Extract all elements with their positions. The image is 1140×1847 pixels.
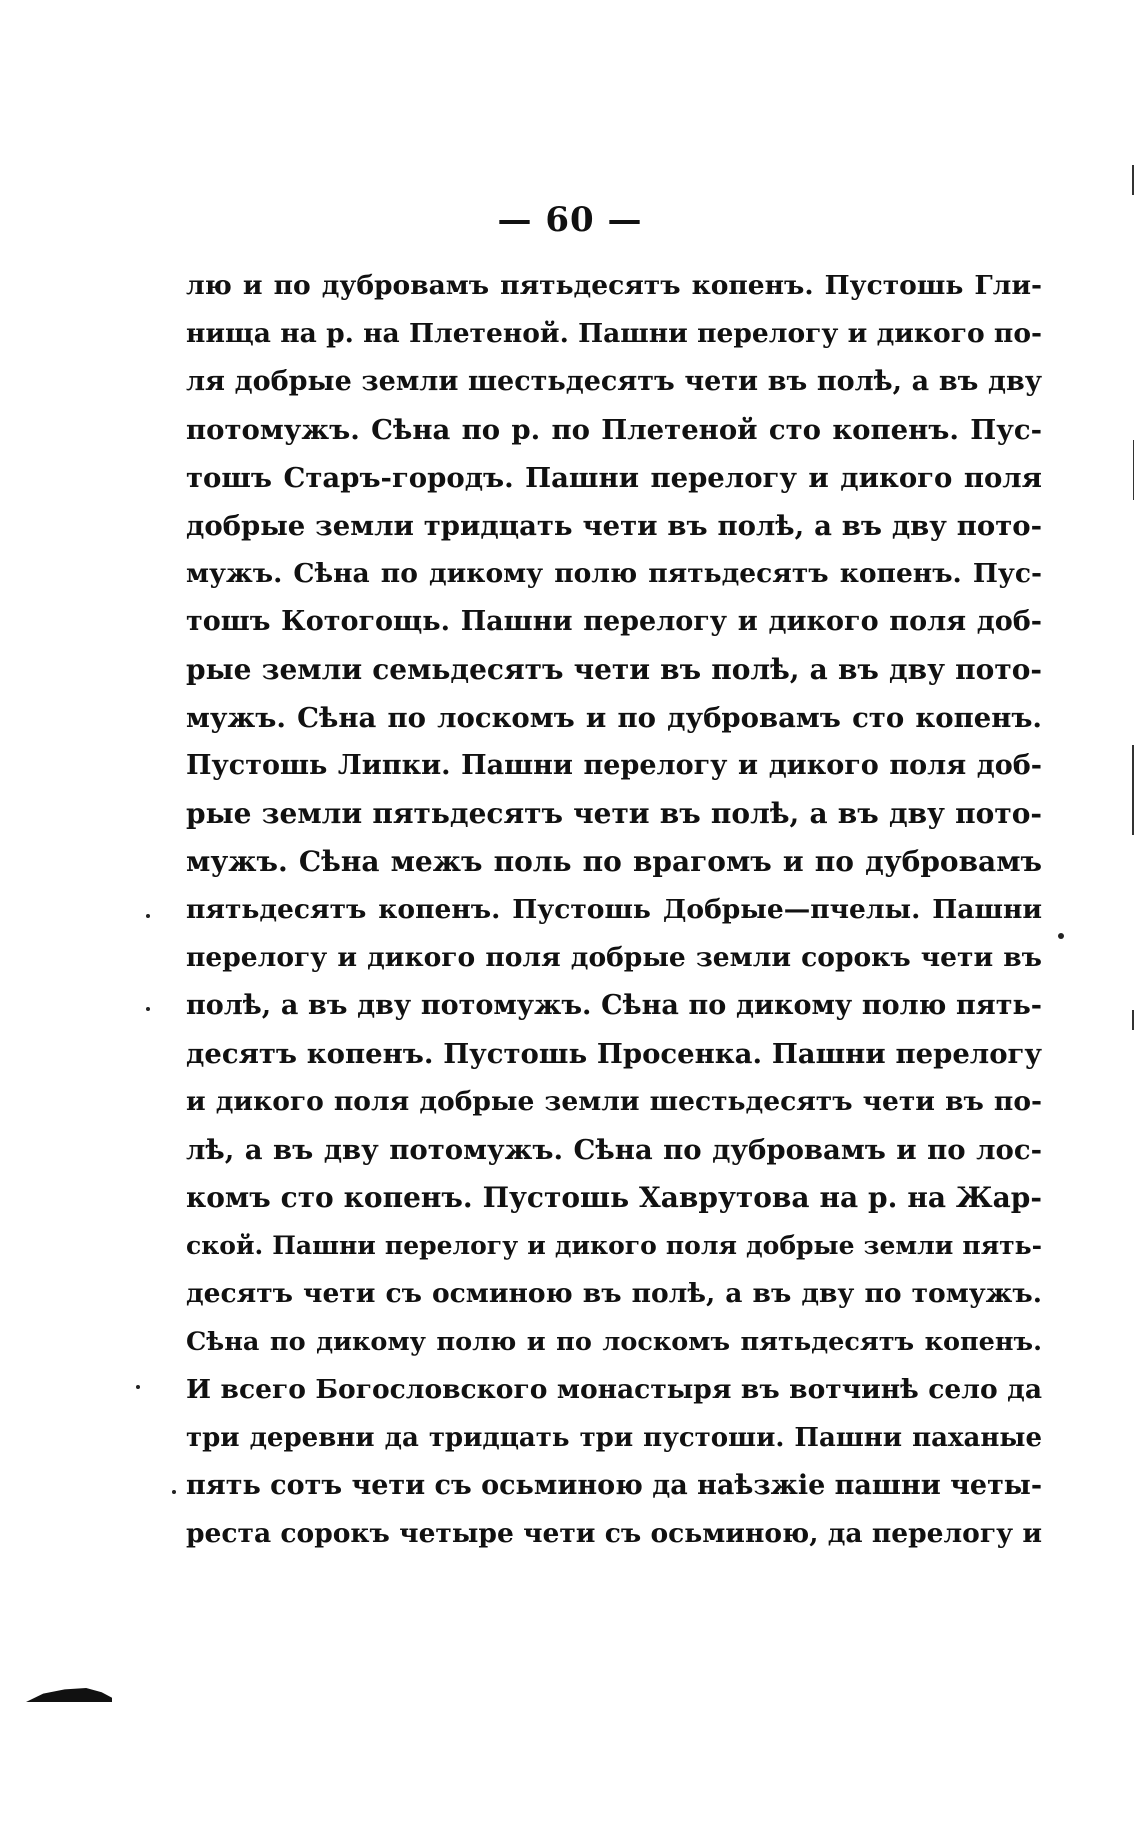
scan-edge-mark bbox=[1132, 165, 1134, 195]
text-line: ской. Пашни перелогу и дикого поля добрые земли пять- bbox=[186, 1231, 1042, 1260]
text-line: ля добрые земли шестьдесятъ чети въ полѣ, а въ дву bbox=[186, 366, 1042, 397]
text-line: мужъ. Сѣна межъ поль по врагомъ и по дубровамъ bbox=[186, 845, 1042, 878]
text-line: тошъ Старъ-городъ. Пашни перелогу и дикого поля bbox=[186, 462, 1042, 494]
text-line: лю и по дубровамъ пятьдесятъ копенъ. Пустошь Гли- bbox=[186, 270, 1042, 301]
text-line: десятъ чети съ осминою въ полѣ, а въ дву по томужъ. bbox=[186, 1278, 1042, 1309]
ink-speck bbox=[172, 1490, 176, 1494]
text-line: рые земли семьдесятъ чети въ полѣ, а въ дву пото- bbox=[186, 653, 1042, 686]
body-text bbox=[186, 262, 1042, 1558]
text-line: реста сорокъ четыре чети съ осьминою, да перелогу и bbox=[186, 1518, 1042, 1549]
text-line: мужъ. Сѣна по дикому полю пятьдесятъ копенъ. Пус- bbox=[186, 558, 1042, 589]
page-number: — 60 — bbox=[497, 200, 643, 240]
text-line: Пустошь Липки. Пашни перелогу и дикого поля доб- bbox=[186, 750, 1042, 781]
text-line: мужъ. Сѣна по лоскомъ и по дубровамъ сто копенъ. bbox=[186, 702, 1042, 734]
text-line: перелогу и дикого поля добрые земли сорокъ чети въ bbox=[186, 942, 1042, 973]
text-line: десятъ копенъ. Пустошь Просенка. Пашни перелогу bbox=[186, 1038, 1042, 1070]
text-line: полѣ, а въ дву потомужъ. Сѣна по дикому полю пять- bbox=[186, 990, 1042, 1021]
ink-blot bbox=[26, 1688, 112, 1702]
scan-edge-mark bbox=[1132, 1010, 1134, 1030]
text-line: тошъ Котогощь. Пашни перелогу и дикого поля доб- bbox=[186, 606, 1042, 637]
scan-edge-mark bbox=[1133, 440, 1134, 500]
text-line: лѣ, а въ дву потомужъ. Сѣна по дубровамъ и по лос- bbox=[186, 1134, 1042, 1166]
ink-speck bbox=[1058, 933, 1064, 939]
text-line: потомужъ. Сѣна по р. по Плетеной сто копенъ. Пус- bbox=[186, 414, 1042, 446]
text-line: пятьдесятъ копенъ. Пустошь Добрые—пчелы. Пашни bbox=[186, 894, 1042, 925]
ink-speck bbox=[146, 1007, 150, 1011]
text-line: комъ сто копенъ. Пустошь Хаврутова на р. на Жар- bbox=[186, 1181, 1042, 1214]
text-line: Сѣна по дикому полю и по лоскомъ пятьдесятъ копенъ. bbox=[186, 1327, 1042, 1357]
text-line: нища на р. на Плетеной. Пашни перелогу и дикого по- bbox=[186, 318, 1042, 349]
text-line: и дикого поля добрые земли шестьдесятъ чети въ по- bbox=[186, 1086, 1042, 1117]
ink-speck bbox=[136, 1385, 140, 1389]
text-line: рые земли пятьдесятъ чети въ полѣ, а въ дву пото- bbox=[186, 797, 1042, 830]
text-line: И всего Богословского монастыря въ вотчинѣ село да bbox=[186, 1374, 1042, 1405]
text-line: три деревни да тридцать три пустоши. Пашни паханые bbox=[186, 1423, 1042, 1453]
scan-edge-mark bbox=[1132, 745, 1134, 835]
ink-speck bbox=[146, 914, 150, 918]
text-line: пять сотъ чети съ осьминою да наѣзжіе пашни четы- bbox=[186, 1470, 1042, 1501]
text-line: добрые земли тридцать чети въ полѣ, а въ дву пото- bbox=[186, 510, 1042, 542]
